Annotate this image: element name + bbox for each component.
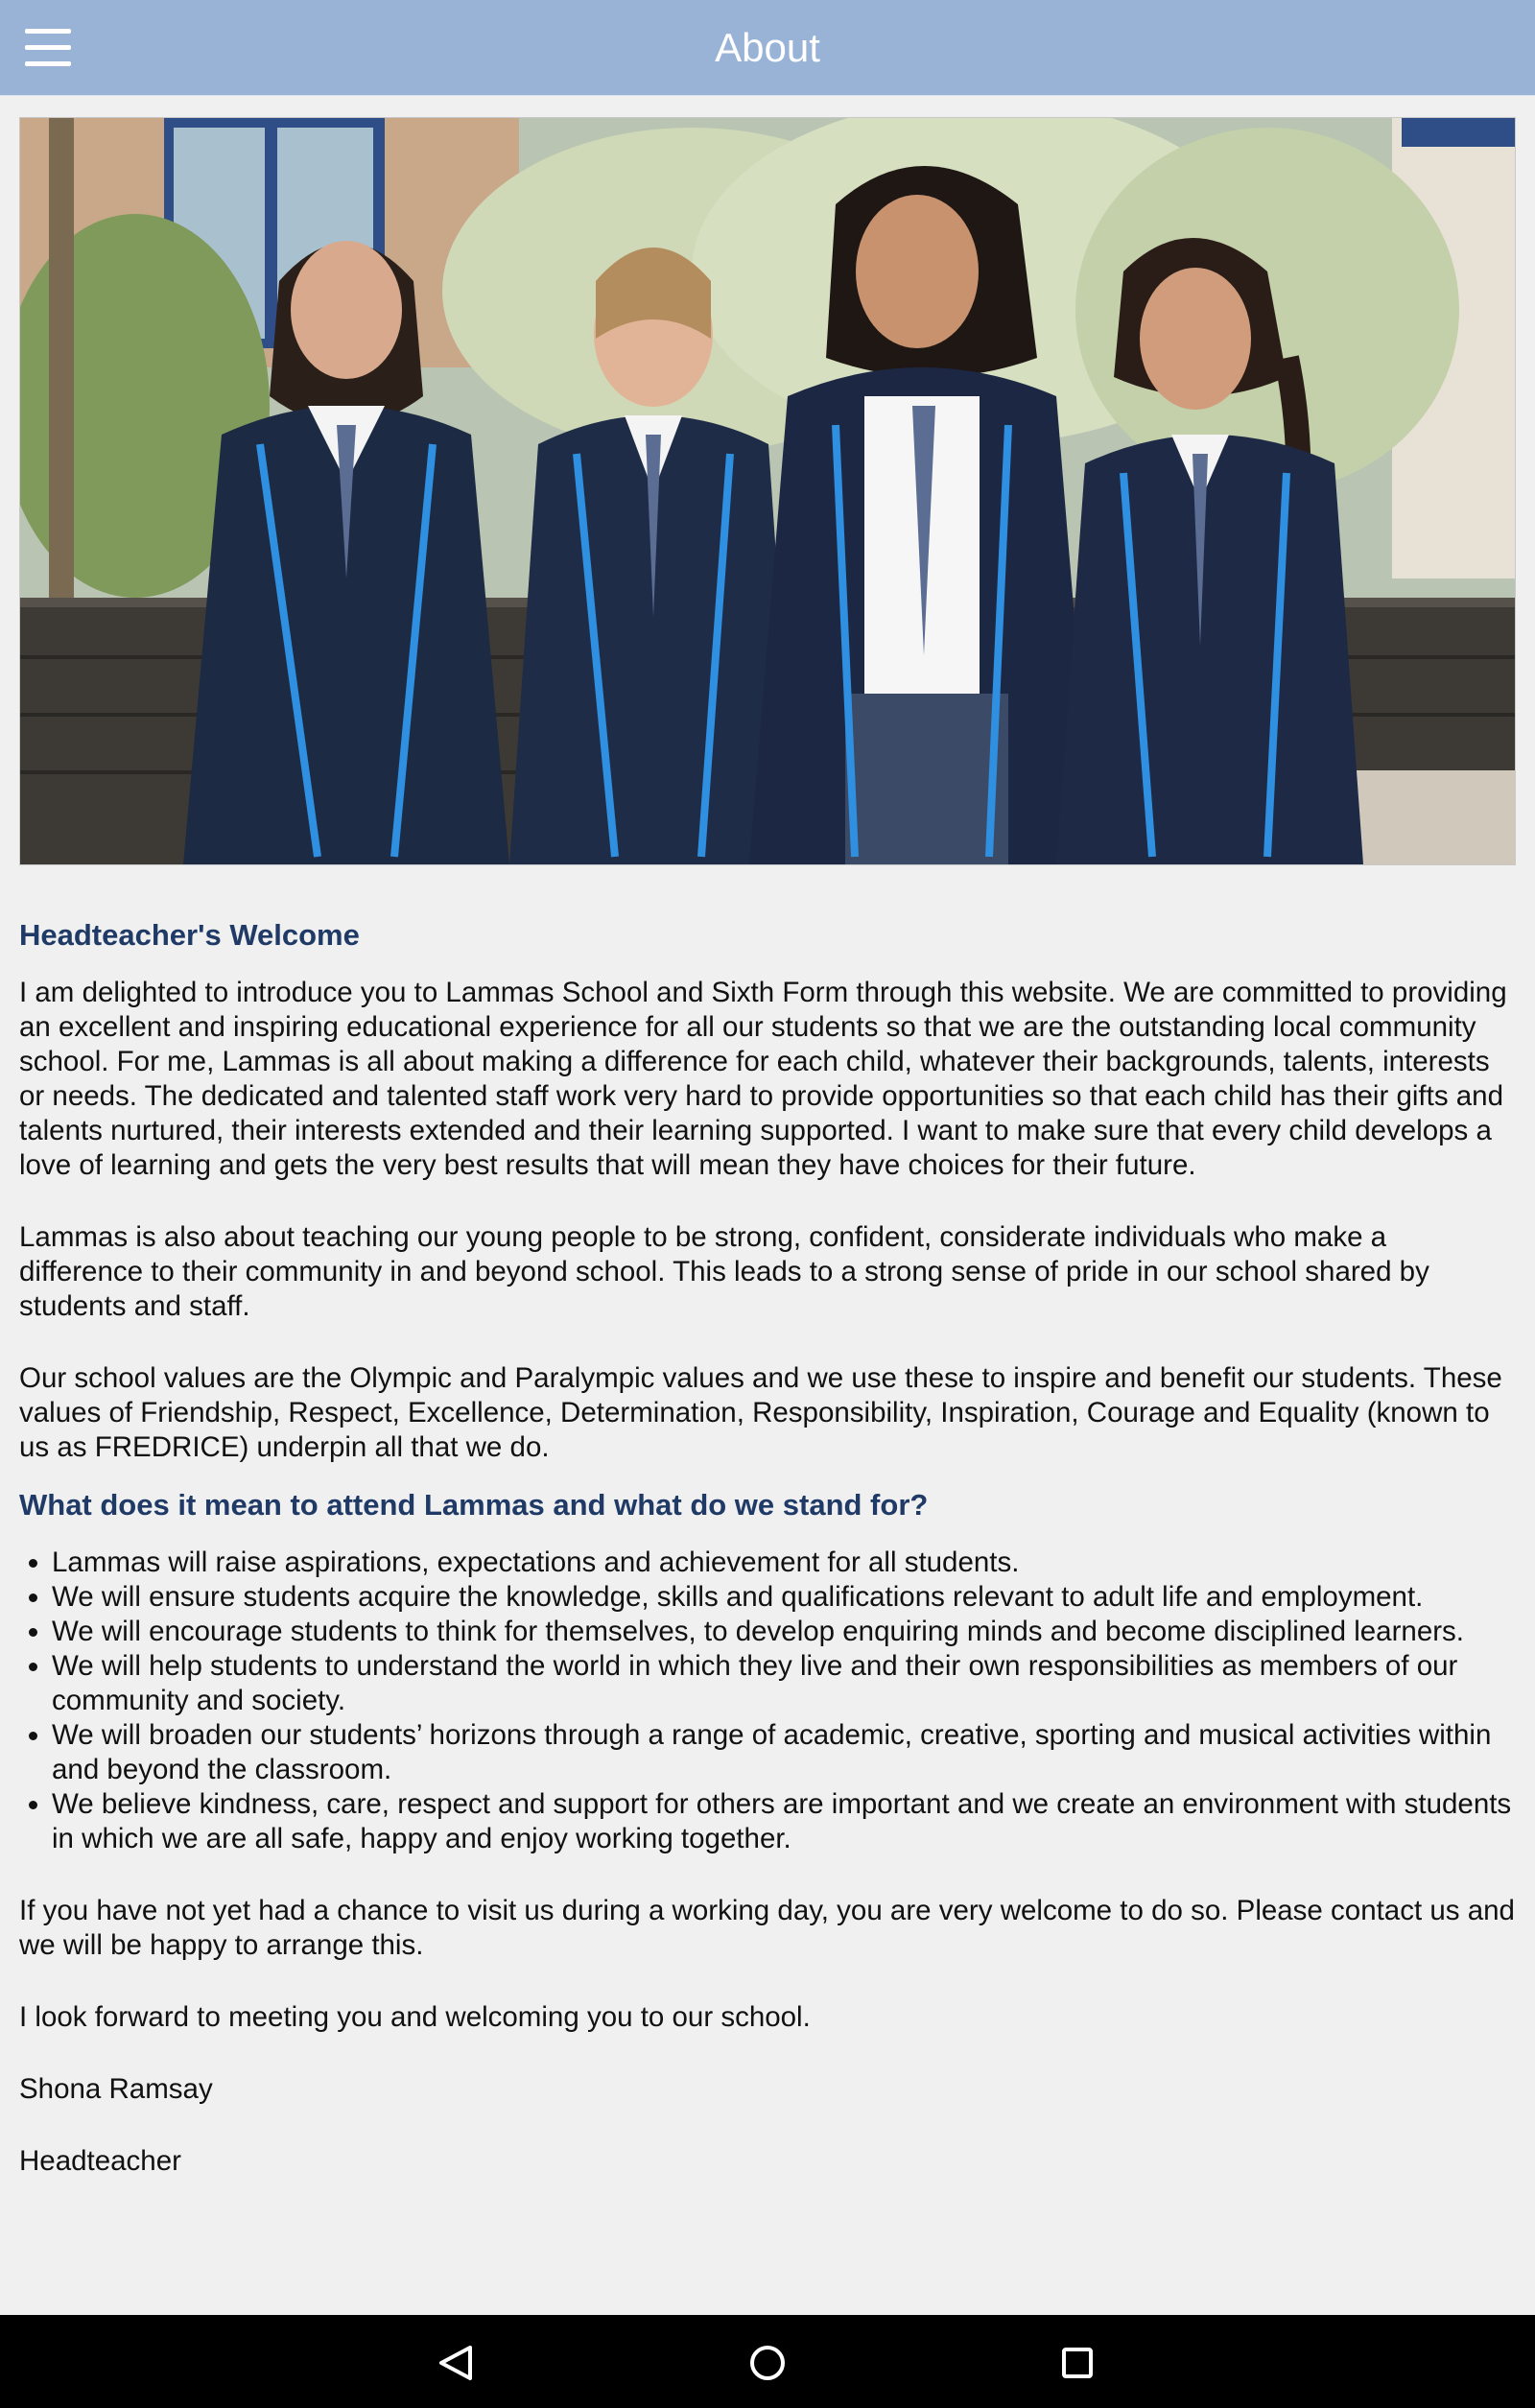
hamburger-menu-icon[interactable] <box>21 26 75 70</box>
signature-title: Headteacher <box>19 2145 181 2177</box>
list-item: • We will help students to understand the world in which they live and their own responsibilities as members of our community and society. <box>52 1649 1518 1718</box>
stand-for-heading: What does it mean to attend Lammas and what do we stand for? <box>19 1488 929 1522</box>
content-scroll-area[interactable] <box>0 96 1535 2314</box>
system-navigation-bar <box>0 2315 1535 2408</box>
hero-image <box>19 117 1516 865</box>
list-item: • We will ensure students acquire the knowledge, skills and qualifications relevant to adult life and employment. <box>52 1580 1518 1615</box>
community-paragraph: Lammas is also about teaching our young people to be strong, confident, considerate individuals who make a difference to their community in and beyond school. This leads to a strong sense of pride in our school shared by students and staff. <box>19 1221 1429 1322</box>
back-triangle-icon[interactable] <box>428 2334 485 2392</box>
recents-square-icon[interactable] <box>1049 2334 1106 2392</box>
signature-name: Shona Ramsay <box>19 2073 213 2105</box>
page-title: About <box>715 25 820 70</box>
list-item: • Lammas will raise aspirations, expectations and achievement for all students. <box>52 1546 1518 1580</box>
values-paragraph: Our school values are the Olympic and Paralympic values and we use these to inspire and benefit our students. These values of Friendship, Respect, Excellence, Determination, Responsibility, Inspiration, Courage and Equality (known to us as FREDRICE) underpin all that we do. <box>19 1362 1502 1463</box>
list-item: • We believe kindness, care, respect and support for others are important and we create an environment with students in which we are all safe, happy and enjoy working together. <box>52 1787 1518 1856</box>
closing-paragraph: I look forward to meeting you and welcoming you to our school. <box>19 2001 811 2033</box>
list-item: • We will encourage students to think for themselves, to develop enquiring minds and become disciplined learners. <box>52 1615 1518 1649</box>
menu-icon-line <box>25 45 71 50</box>
stand-for-list <box>19 1546 1518 1856</box>
visit-paragraph: If you have not yet had a chance to visit us during a working day, you are very welcome to do so. Please contact us and we will be happy to arrange this. <box>19 1895 1515 1961</box>
list-item: • We will broaden our students’ horizons through a range of academic, creative, sporting and musical activities within and beyond the classroom. <box>52 1718 1518 1787</box>
welcome-heading: Headteacher's Welcome <box>19 918 360 952</box>
intro-paragraph: I am delighted to introduce you to Lammas School and Sixth Form through this website. We are committed to providing an excellent and inspiring educational experience for all our students so that we are the outstanding local community school. For me, Lammas is all about making a difference for each child, whatever their backgrounds, talents, interests or needs. The dedicated and talented staff work very hard to provide opportunities so that each child has their gifts and talents nurtured, their interests extended and their learning supported. I want to make sure that every child develops a love of learning and gets the very best results that will mean they have choices for their future. <box>19 977 1507 1181</box>
article <box>19 892 1518 2216</box>
menu-icon-line <box>25 61 71 66</box>
home-circle-icon[interactable] <box>739 2334 796 2392</box>
menu-icon-line <box>25 29 71 34</box>
app-bar <box>0 0 1535 96</box>
